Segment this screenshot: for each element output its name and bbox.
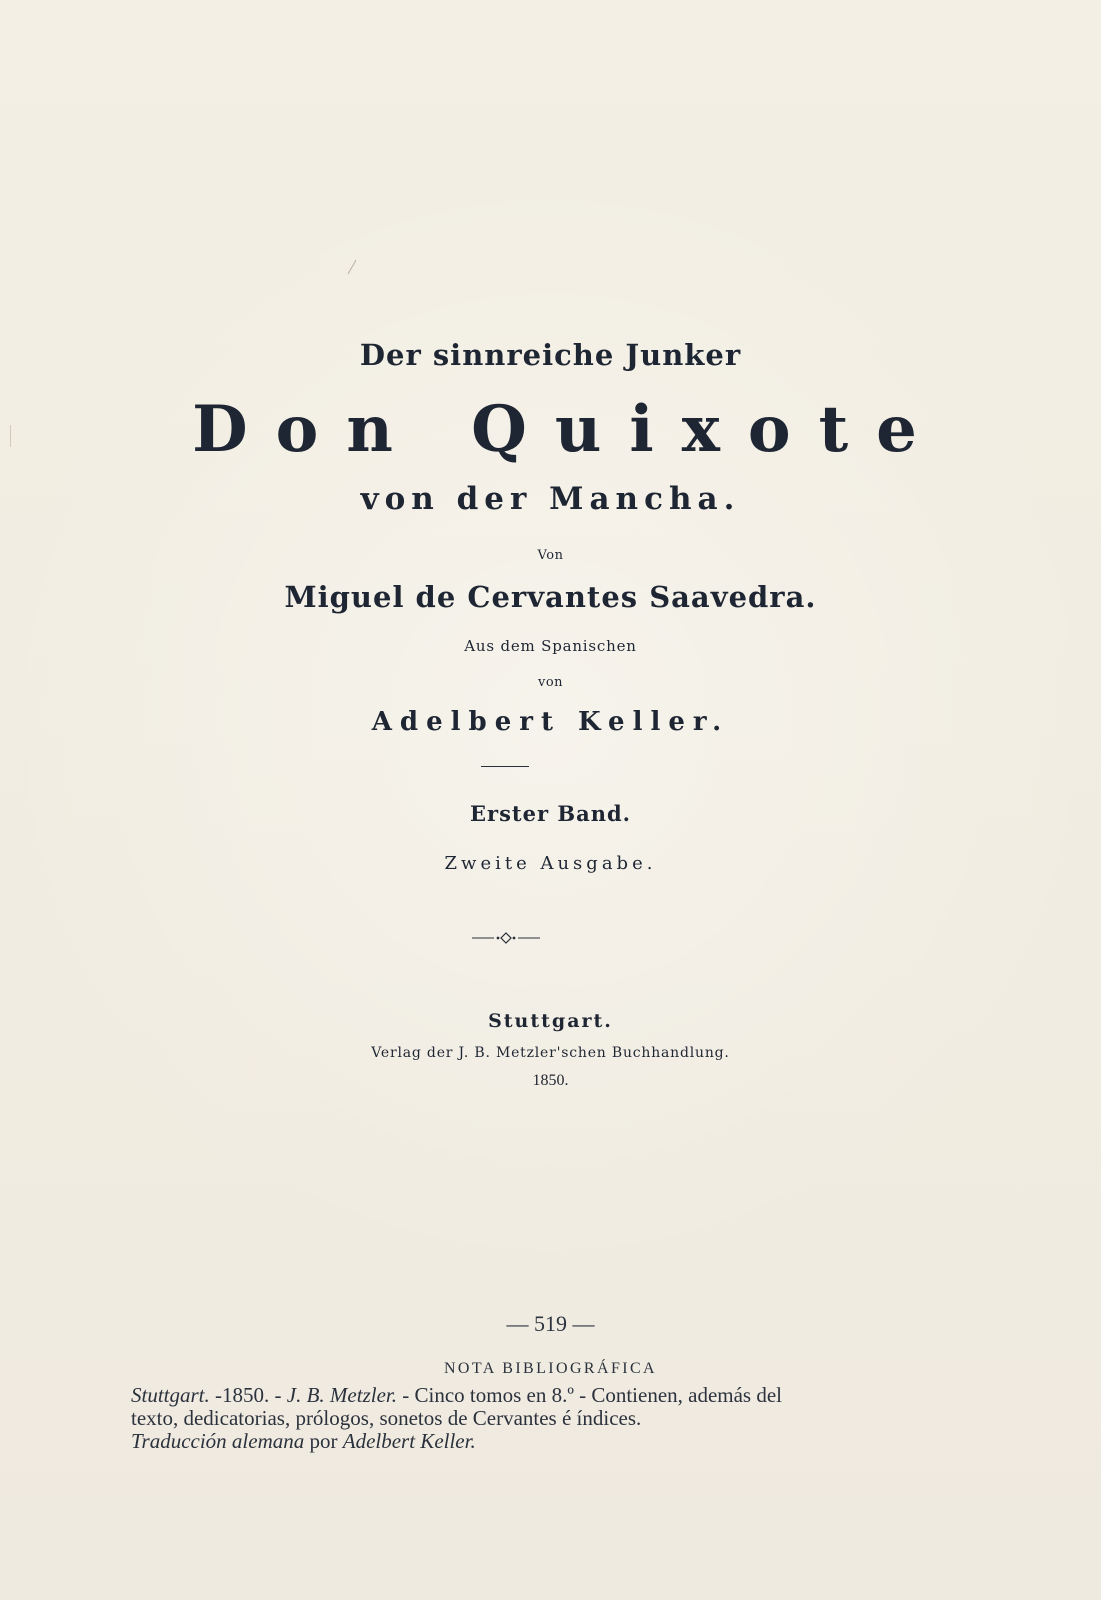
- note-publisher: J. B. Metzler.: [286, 1383, 397, 1407]
- publisher-line: Verlag der J. B. Metzler'schen Buchhandlung.: [371, 1045, 730, 1061]
- short-divider-line: [481, 766, 529, 767]
- note-year-text: -1850. -: [209, 1383, 287, 1407]
- translation-note: Aus dem Spanischen: [464, 637, 637, 655]
- note-translator-name: Adelbert Keller.: [342, 1429, 476, 1453]
- note-description: - Cinco tomos en 8.º - Contienen, además del: [397, 1383, 783, 1407]
- bibliographic-note-title: NOTA BIBLIOGRÁFICA: [443, 1360, 658, 1377]
- bibliographic-note-line-3: [131, 1430, 891, 1453]
- ornamental-divider-icon: [470, 931, 542, 945]
- author-preposition: Von: [537, 548, 564, 563]
- ink-stray-mark: [345, 258, 359, 276]
- page-number: — 519 —: [506, 1311, 595, 1336]
- publication-year: 1850.: [532, 1072, 569, 1089]
- book-subtitle: Der sinnreiche Junker: [359, 338, 742, 372]
- translator-name: Adelbert Keller.: [371, 707, 730, 737]
- note-translation-label: Traducción alemana: [131, 1429, 305, 1453]
- publication-city: Stuttgart.: [488, 1010, 613, 1032]
- bibliographic-note-line-1: [131, 1384, 891, 1407]
- author-name: Miguel de Cervantes Saavedra.: [284, 580, 817, 614]
- bibliographic-note-text: [131, 1384, 891, 1453]
- volume-label: Erster Band.: [470, 801, 631, 826]
- bibliographic-note-line-2: texto, dedicatorias, prólogos, sonetos de Cervantes é índices.: [131, 1406, 642, 1430]
- edition-label: Zweite Ausgabe.: [444, 853, 657, 874]
- translator-preposition: von: [537, 675, 564, 690]
- book-title: Don Quixote: [192, 392, 945, 467]
- note-preposition: por: [304, 1429, 343, 1453]
- note-place: Stuttgart.: [131, 1383, 210, 1407]
- book-title-place: von der Mancha.: [360, 481, 741, 517]
